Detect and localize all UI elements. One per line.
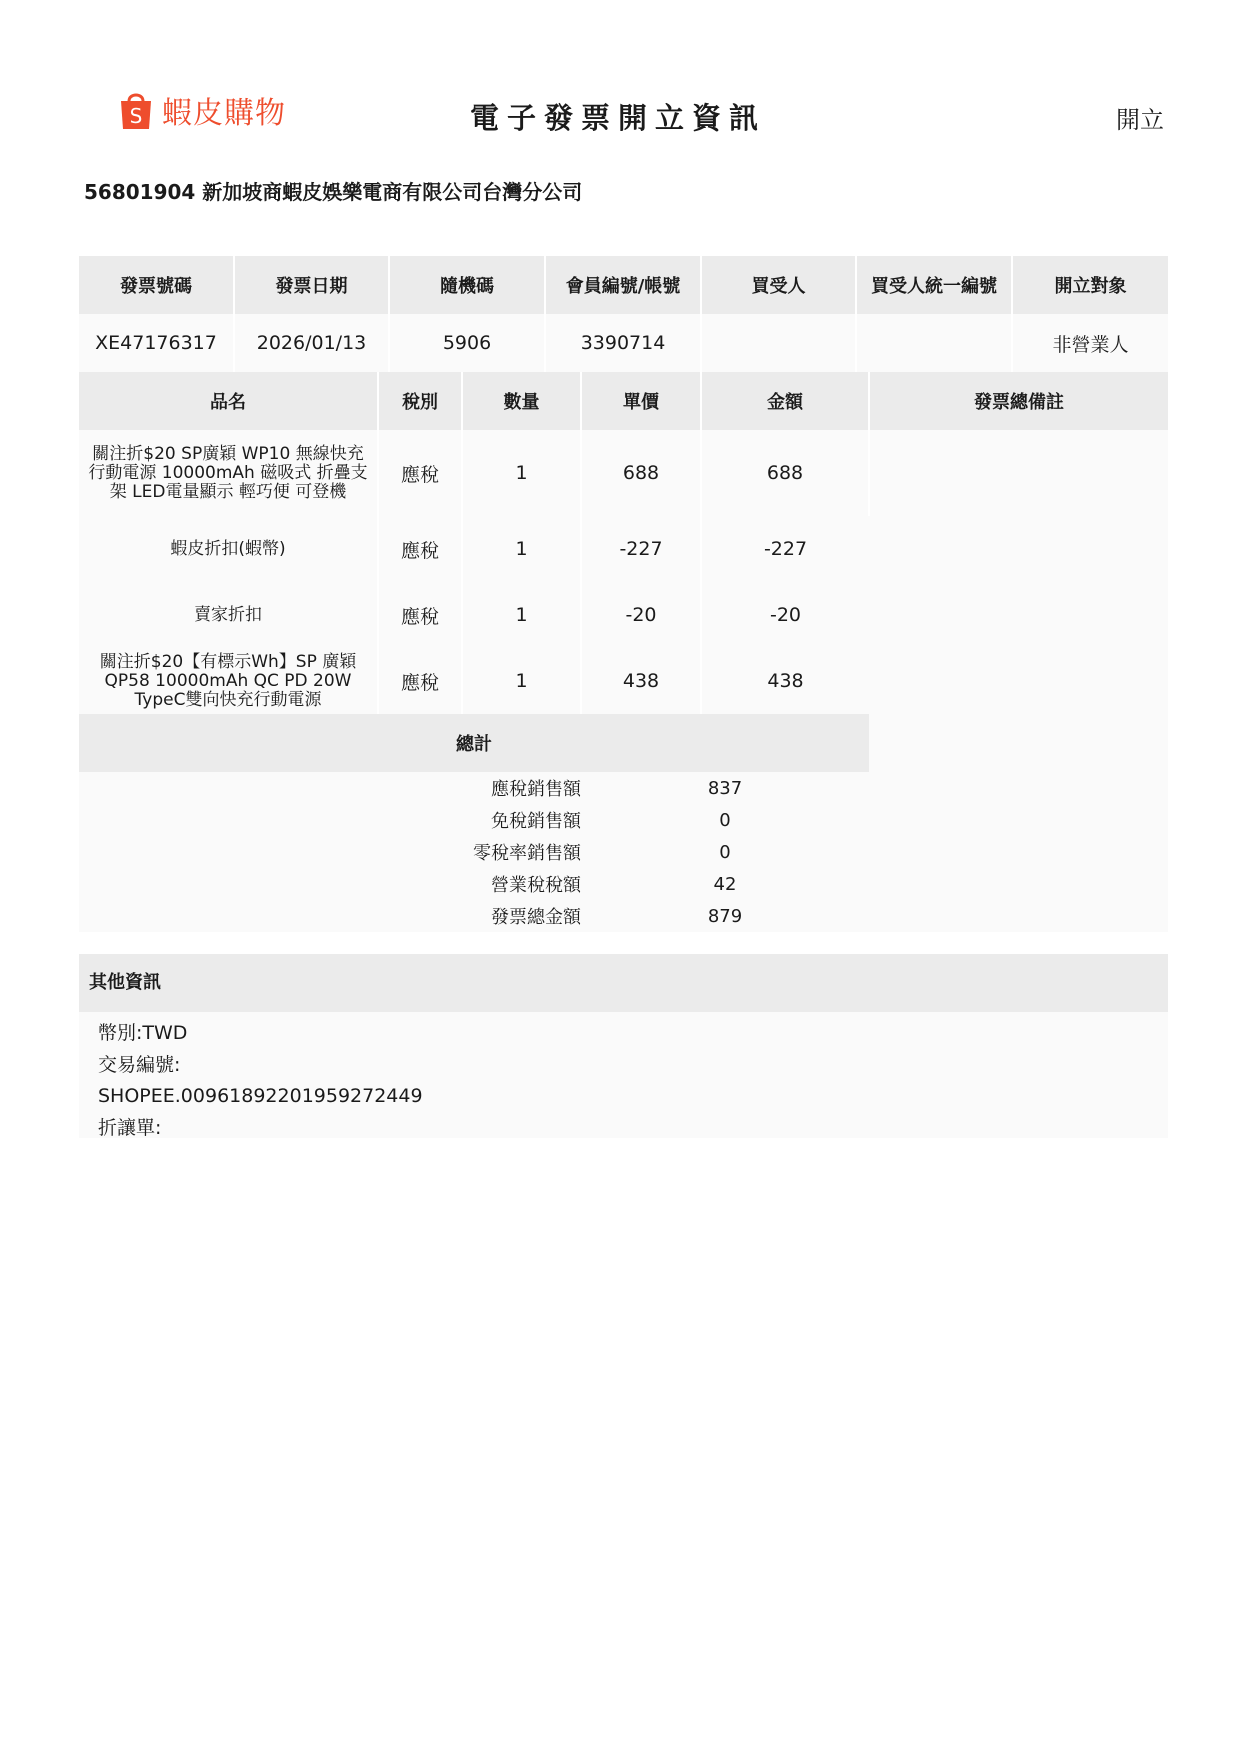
item-qty: 1 [462,430,581,516]
table-row [79,430,1168,516]
item-price: 438 [581,648,701,714]
item-name: 蝦皮折扣(蝦幣) [79,516,378,582]
item-name: 賣家折扣 [79,582,378,648]
invoice-date: 2026/01/13 [234,314,389,372]
item-amount: -20 [701,582,869,648]
header-buyer-tax-id: 買受人統一編號 [856,256,1012,314]
header-issued-to: 開立對象 [1012,256,1168,314]
item-name: 關注折$20【有標示Wh】SP 廣穎 QP58 10000mAh QC PD 20W TypeC雙向快充行動電源 [79,648,378,714]
total-label: 營業稅稅額 [79,868,581,900]
bag-letter: S [129,104,143,128]
header-invoice-number: 發票號碼 [79,256,234,314]
total-label: 發票總金額 [79,900,581,932]
items-table [79,372,1168,932]
header-member-id: 會員編號/帳號 [545,256,701,314]
item-tax: 應稅 [378,582,462,648]
total-value: 837 [581,772,869,804]
issued-to: 非營業人 [1012,314,1168,372]
item-qty: 1 [462,516,581,582]
brand-name: 蝦皮購物 [162,96,286,131]
item-name: 關注折$20 SP廣穎 WP10 無線快充行動電源 10000mAh 磁吸式 折疊支架 LED電量顯示 輕巧便 可登機 [79,430,378,516]
totals-header: 總計 [79,714,869,772]
item-amount: 688 [701,430,869,516]
member-id: 3390714 [545,314,701,372]
item-price: -227 [581,516,701,582]
total-label: 零稅率銷售額 [79,836,581,868]
header-remark: 發票總備註 [869,372,1168,430]
header-tax-type: 稅別 [378,372,462,430]
item-qty: 1 [462,582,581,648]
items-header-row [79,372,1168,430]
transaction-label: 交易編號: [98,1053,181,1076]
header-invoice-date: 發票日期 [234,256,389,314]
allowance-line: 折讓單: [98,1116,162,1139]
item-amount: -227 [701,516,869,582]
total-value: 0 [581,804,869,836]
invoice-info-table [79,256,1168,372]
total-label: 免稅銷售額 [79,804,581,836]
item-tax: 應稅 [378,648,462,714]
total-label: 應稅銷售額 [79,772,581,804]
total-value: 879 [581,900,869,932]
total-value: 0 [581,836,869,868]
transaction-number: SHOPEE.00961892201959272449 [98,1085,423,1107]
total-value: 42 [581,868,869,900]
other-info-header: 其他資訊 [79,954,1168,1012]
header-amount: 金額 [701,372,869,430]
currency-line: 幣別:TWD [98,1022,188,1044]
buyer-tax-id [856,314,1012,372]
item-price: -20 [581,582,701,648]
header-unit-price: 單價 [581,372,701,430]
page-title: 電子發票開立資訊 [469,101,766,135]
random-code: 5906 [389,314,545,372]
item-tax: 應稅 [378,430,462,516]
invoice-header-row [79,256,1168,314]
header-random-code: 隨機碼 [389,256,545,314]
invoice-value-row [79,314,1168,372]
header-quantity: 數量 [462,372,581,430]
status-label: 開立 [1116,106,1164,134]
item-tax: 應稅 [378,516,462,582]
other-info-body [79,1012,1168,1138]
seller-info: 56801904 新加坡商蝦皮娛樂電商有限公司台灣分公司 [84,180,583,204]
invoice-remark [869,430,1168,932]
header-buyer: 買受人 [701,256,856,314]
invoice-number: XE47176317 [79,314,234,372]
item-price: 688 [581,430,701,516]
item-amount: 438 [701,648,869,714]
header-item-name: 品名 [79,372,378,430]
buyer [701,314,856,372]
item-qty: 1 [462,648,581,714]
